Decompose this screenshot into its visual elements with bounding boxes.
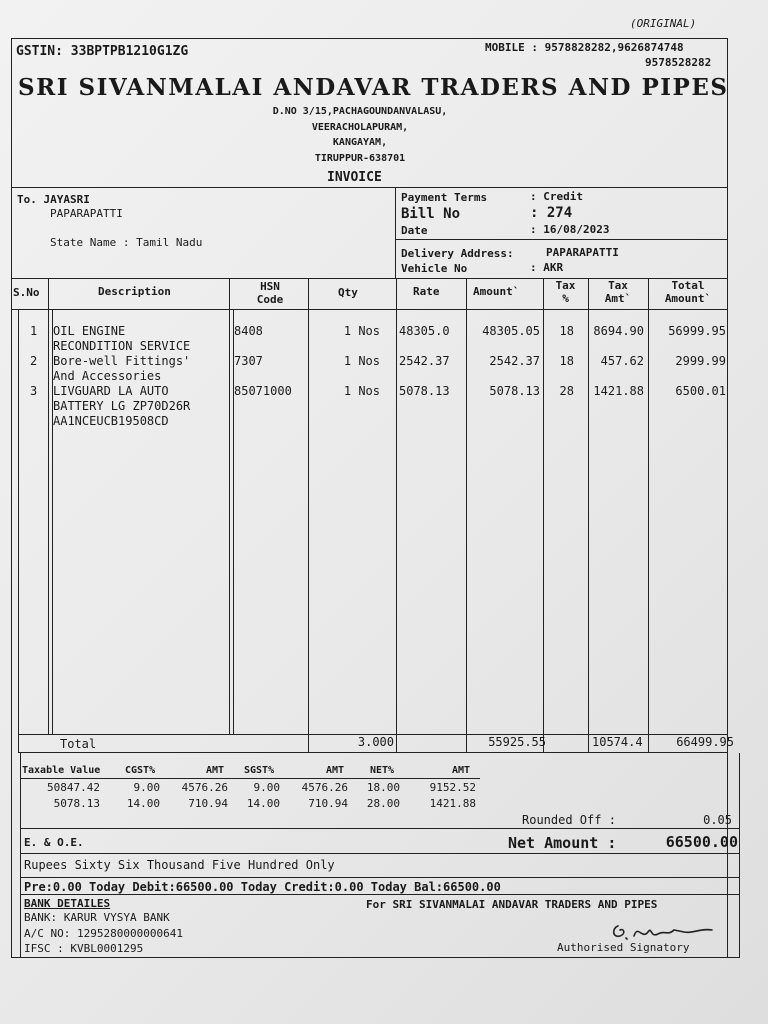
tax-net-rate: 28.00 <box>366 797 400 810</box>
col-qty: Qty <box>338 286 358 299</box>
item-hsn: 85071000 <box>234 384 292 398</box>
col-taxamt-line2: Amt` <box>604 292 632 305</box>
tax-sgst-rate: 9.00 <box>253 781 280 794</box>
tax-header-net: NET% <box>370 765 395 776</box>
copy-label: (ORIGINAL) <box>630 17 697 30</box>
rounded-off-value: 0.05 <box>703 813 732 827</box>
item-description-line3: AA1NCEUCB19508CD <box>53 414 169 428</box>
col-tax-line2: % <box>562 292 569 305</box>
address-line: KANGAYAM, <box>332 137 388 148</box>
tax-cgst-rate: 9.00 <box>133 781 160 794</box>
tax-sgst-amt: 4576.26 <box>301 781 348 794</box>
amount-in-words: Rupees Sixty Six Thousand Five Hundred Only <box>24 858 335 872</box>
item-rate: 5078.13 <box>399 384 450 398</box>
tax-taxable: 5078.13 <box>53 797 100 810</box>
col-description: Description <box>98 285 171 298</box>
col-total-line1: Total <box>671 279 705 292</box>
tax-sgst-rate: 14.00 <box>246 797 280 810</box>
col-tax-amount <box>588 279 648 305</box>
rounded-off-label: Rounded Off : <box>522 813 616 827</box>
total-grand: 66499.95 <box>676 735 734 749</box>
bank-ifsc: IFSC : KVBL0001295 <box>24 942 144 955</box>
bill-no-label: Bill No <box>401 206 461 222</box>
summary-frame <box>20 753 740 958</box>
item-tax-percent: 28 <box>559 384 574 398</box>
bill-no-value: : 274 <box>530 205 573 221</box>
customer-name: To. JAYASRI <box>17 193 90 206</box>
payment-terms-value: : Credit <box>530 190 583 203</box>
tax-header-cgst-amt: AMT <box>206 765 225 776</box>
item-amount: 2542.37 <box>489 354 540 368</box>
col-rate: Rate <box>413 285 440 298</box>
item-hsn: 8408 <box>234 324 263 338</box>
item-amount: 48305.05 <box>482 324 540 338</box>
item-qty: 1 Nos <box>343 384 380 398</box>
total-label: Total <box>60 737 97 751</box>
item-tax-amount: 8694.90 <box>593 324 644 338</box>
tax-sgst-amt: 710.94 <box>308 797 348 810</box>
delivery-address-label: Delivery Address: <box>401 247 514 260</box>
company-name: SRI SIVANMALAI ANDAVAR TRADERS AND PIPES <box>18 74 729 101</box>
item-tax-percent: 18 <box>559 354 574 368</box>
total-tax-amount: 10574.4 <box>592 735 643 749</box>
tax-net-rate: 18.00 <box>366 781 400 794</box>
authorised-signatory: Authorised Signatory <box>557 941 690 954</box>
date-label: Date <box>401 224 428 237</box>
col-total-amount <box>648 279 728 305</box>
item-sno: 2 <box>30 354 38 368</box>
item-tax-amount: 1421.88 <box>593 384 644 398</box>
item-total: 56999.95 <box>668 324 726 338</box>
mobile-numbers: MOBILE : 9578828282,9626874748 <box>485 41 684 54</box>
net-amount-label: Net Amount : <box>508 834 617 852</box>
bank-details-title: BANK DETAILES <box>24 897 111 910</box>
item-tax-amount: 457.62 <box>600 354 644 368</box>
col-hsn-code <box>232 280 308 306</box>
total-qty: 3.000 <box>357 735 394 749</box>
tax-header-cgst: CGST% <box>125 765 156 776</box>
item-qty: 1 Nos <box>343 354 380 368</box>
item-rate: 48305.0 <box>399 324 450 338</box>
tax-net-amt: 1421.88 <box>429 797 476 810</box>
item-total: 6500.01 <box>675 384 726 398</box>
vehicle-no-value: : AKR <box>530 261 564 274</box>
tax-header-sgst: SGST% <box>244 765 275 776</box>
col-tax-percent <box>543 279 588 305</box>
for-company: For SRI SIVANMALAI ANDAVAR TRADERS AND PIPES <box>366 898 658 911</box>
delivery-address-value: PAPARAPATTI <box>546 246 619 259</box>
company-address <box>220 104 500 166</box>
item-sno: 3 <box>30 384 38 398</box>
address-line: VEERACHOLAPURAM, <box>311 121 409 133</box>
tax-cgst-rate: 14.00 <box>126 797 160 810</box>
bank-name: BANK: KARUR VYSYA BANK <box>24 911 170 924</box>
address-line: D.NO 3/15,PACHAGOUNDANVALASU, <box>272 106 448 117</box>
tax-cgst-amt: 4576.26 <box>181 781 228 794</box>
item-hsn: 7307 <box>234 354 263 368</box>
tax-net-amt: 9152.52 <box>429 781 476 794</box>
balance-summary: Pre:0.00 Today Debit:66500.00 Today Credit:0.00 Today Bal:66500.00 <box>24 880 501 894</box>
bank-account: A/C NO: 1295280000000641 <box>24 927 183 940</box>
tax-header-taxable: Taxable Value <box>22 765 101 776</box>
item-description-line2: BATTERY LG ZP70D26R <box>53 399 191 413</box>
item-description: Bore-well Fittings' <box>53 354 191 368</box>
item-qty: 1 Nos <box>343 324 380 338</box>
tax-header-net-amt: AMT <box>452 765 471 776</box>
tax-taxable: 50847.42 <box>47 781 100 794</box>
item-total: 2999.99 <box>675 354 726 368</box>
item-description: LIVGUARD LA AUTO <box>53 384 169 398</box>
vehicle-no-label: Vehicle No <box>401 262 468 275</box>
item-description: OIL ENGINE <box>53 324 126 338</box>
item-description-line2: And Accessories <box>53 369 162 383</box>
mobile-number-2: 9578528282 <box>645 56 712 69</box>
item-rate: 2542.37 <box>399 354 450 368</box>
document-title: INVOICE <box>327 170 382 185</box>
customer-state: State Name : Tamil Nadu <box>50 236 203 249</box>
col-total-line2: Amount` <box>664 292 712 305</box>
customer-place: PAPARAPATTI <box>50 207 123 220</box>
item-description-line2: RECONDITION SERVICE <box>53 339 191 353</box>
eoe-label: E. & O.E. <box>24 836 84 849</box>
col-hsn-line2: Code <box>256 293 284 306</box>
tax-header-sgst-amt: AMT <box>326 765 345 776</box>
date-value: : 16/08/2023 <box>530 223 610 236</box>
net-amount-value: 66500.00 <box>665 833 738 851</box>
item-amount: 5078.13 <box>489 384 540 398</box>
gstin: GSTIN: 33BPTPB1210G1ZG <box>16 44 189 59</box>
address-line: TIRUPPUR-638701 <box>314 152 406 164</box>
col-taxamt-line1: Tax <box>608 279 628 292</box>
col-tax-line1: Tax <box>555 279 576 292</box>
item-sno: 1 <box>30 324 38 338</box>
total-amount: 55925.55 <box>488 735 546 749</box>
tax-cgst-amt: 710.94 <box>188 797 228 810</box>
item-tax-percent: 18 <box>559 324 574 338</box>
col-hsn-line1: HSN <box>260 280 280 293</box>
col-amount: Amount` <box>473 285 520 298</box>
col-sno: S.No <box>13 286 40 299</box>
payment-terms-label: Payment Terms <box>401 191 488 204</box>
